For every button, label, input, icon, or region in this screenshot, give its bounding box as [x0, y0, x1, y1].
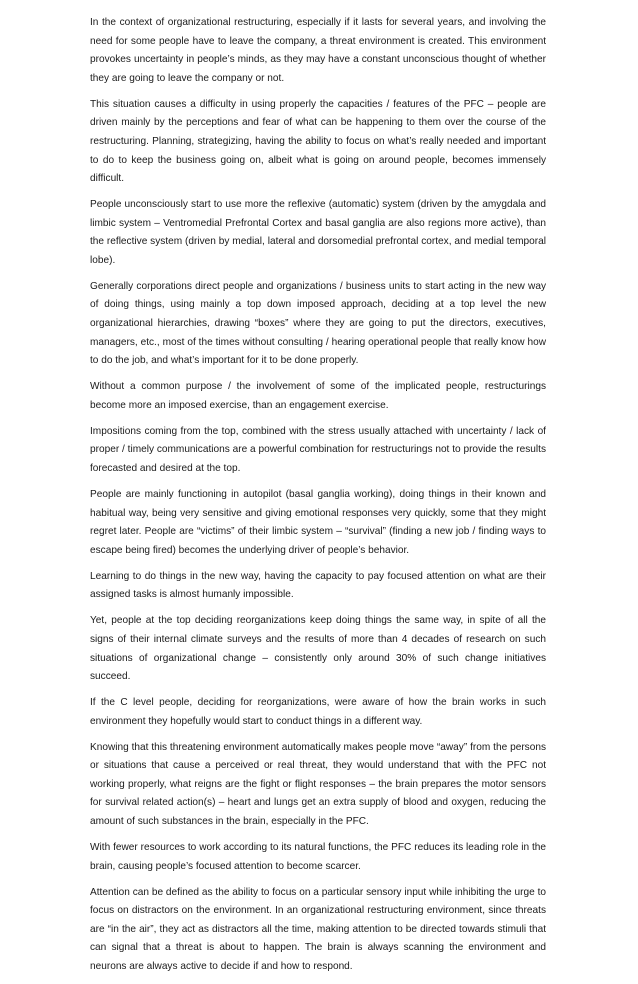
- paragraph-10: If the C level people, deciding for reorganizations, were aware of how the brain works in such environment they hopefully would start to conduct things in a different way.: [90, 697, 546, 727]
- paragraph-5: Without a common purpose / the involvement of some of the implicated people, restructurings become more an imposed exercise, than an engagement exercise.: [90, 381, 546, 411]
- paragraph-8: Learning to do things in the new way, having the capacity to pay focused attention on what are their assigned tasks is almost humanly impossible.: [90, 570, 546, 601]
- paragraph-11: Knowing that this threatening environment automatically makes people move “away” from the persons or situations that cause a perceived or real threat, they would understand that with the PFC not working properly, what reigns are the fight or flight responses – the brain prepares the motor sensors for survival related action(s) – heart and lungs get an extra supply of blood and oxygen, reducing the amount of such substances in the brain, especially in the PFC.: [90, 741, 546, 828]
- paragraph-7: People are mainly functioning in autopilot (basal ganglia working), doing things in their known and habitual way, being very sensitive and giving emotional responses very quickly, some that they might regret later. People are “victims” of their limbic system – “survival” (finding a new job / finding ways to escape being fired) becomes the underlying driver of people’s behavior.: [90, 489, 546, 556]
- paragraph-3: People unconsciously start to use more the reflexive (automatic) system (driven by the amygdala and limbic system – Ventromedial Prefrontal Cortex and basal ganglia are also regions more active), than the reflective system (driven by medial, lateral and dorsomedial prefrontal cortex, and medial temporal lobe).: [90, 199, 546, 266]
- paragraph-6: Impositions coming from the top, combined with the stress usually attached with uncertainty / lack of proper / timely communications are a powerful combination for restructurings not to provide the results forecasted and desired at the top.: [90, 425, 546, 475]
- paragraph-12: With fewer resources to work according to its natural functions, the PFC reduces its leading role in the brain, causing people’s focused attention to become scarcer.: [90, 842, 546, 872]
- paragraph-1: In the context of organizational restructuring, especially if it lasts for several years, and involving the need for some people have to leave the company, a threat environment is created. This environment provokes uncertainty in people’s minds, as they may have a constant unconscious thought of whether they are going to leave the company or not.: [90, 17, 546, 84]
- paragraph-9: Yet, people at the top deciding reorganizations keep doing things the same way, in spite of all the signs of their internal climate surveys and the results of more than 4 decades of research on such situations of organizational change – consistently only around 30% of such change initiatives succeed.: [90, 615, 546, 683]
- paragraph-13: Attention can be defined as the ability to focus on a particular sensory input while inhibiting the urge to focus on distractors on the environment. In an organizational restructuring environment, since threats are “in the air”, they act as distractors all the time, making attention to be directed towards stimuli that can signal that a threat is about to happen. The brain is always scanning the environment and neurons are always active to decide if and how to respond.: [90, 886, 546, 972]
- paragraph-2: This situation causes a difficulty in using properly the capacities / features of the PFC – people are driven mainly by the perceptions and fear of what can be happening to them over the course of the restructuring. Planning, strategizing, having the ability to focus on what’s really needed and important to do to keep the business going on, albeit what is going on around people, becomes immensely difficult.: [90, 98, 546, 185]
- paragraph-4: Generally corporations direct people and organizations / business units to start acting in the new way of doing things, using mainly a top down imposed approach, deciding at a top level the new organizational hierarchies, drawing “boxes” where they are going to put the directors, executives, managers, etc., most of the times without consulting / hearing operational people that really know how to do the job, and what’s important for it to be done properly.: [90, 280, 546, 367]
- document-page: [90, 14, 546, 984]
